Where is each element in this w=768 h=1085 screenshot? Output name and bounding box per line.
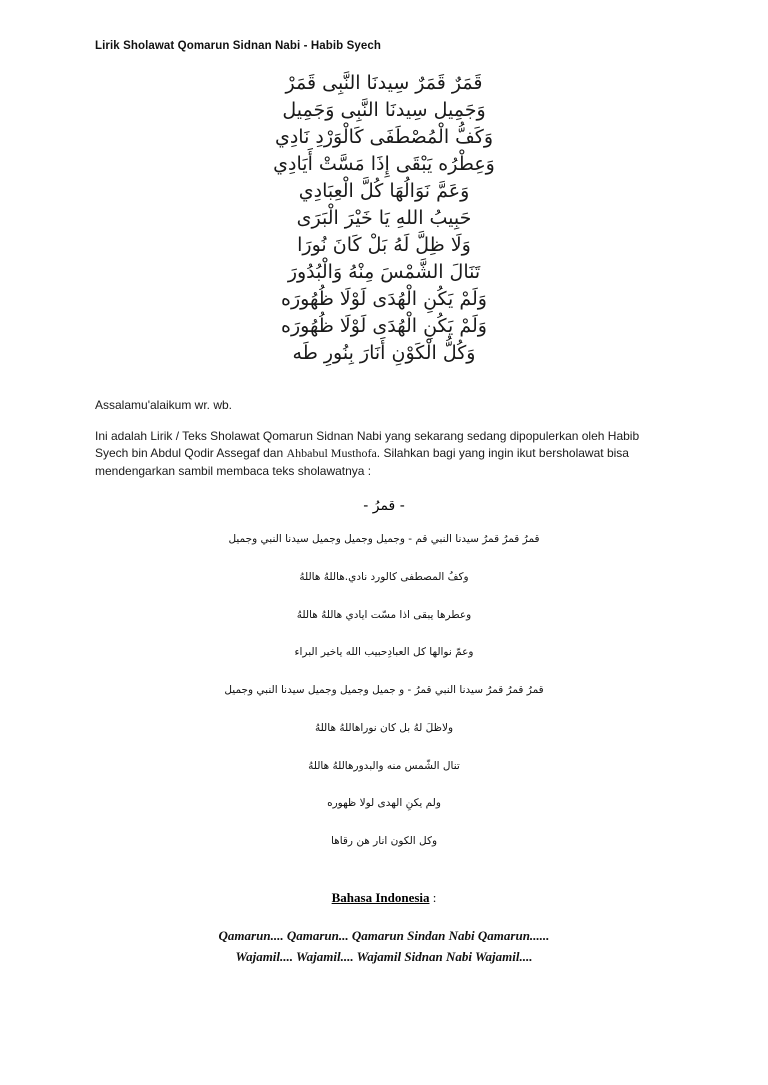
- arabic-lyric-line: قمرُ قمرُ قمرُ سيدنا النبي قمرُ - و جميل وجميل وجميل سيدنا النبي وجميل: [224, 684, 544, 697]
- arabic-lyric-line: وعطرها يبقى اذا مسّت ايادي هاللهُ هاللهُ: [296, 608, 472, 621]
- arabic-poem-line: وَلَا ظِلَّ لَهُ بَلْ كَانَ نُورَا: [297, 233, 471, 256]
- intro-emphasis: Ahbabul Musthofa: [286, 446, 377, 461]
- arabic-lyric-line: قمرُ قمرُ قمرُ سيدنا النبي قم - وجميل وجميل وجميل سيدنا النبي وجميل: [228, 533, 540, 546]
- section-heading: [95, 890, 673, 906]
- section-heading-label: Bahasa Indonesia: [331, 889, 430, 905]
- arabic-lyric-line: وعمّ نوالها كل العبادِحبيب الله ياخير البراء: [294, 646, 474, 659]
- translation-block: [95, 926, 673, 968]
- arabic-poem-line: تَنَالَ الشَّمْسَ مِنْهُ وَالْبُدُورَ: [287, 260, 481, 283]
- arabic-lyric-line: وكفُ المصطفى كالورد نادي.هاللهُ هاللهُ: [299, 570, 469, 583]
- arabic-lyric-line: ولاظلَ لهُ بل كان نوراهاللهُ هاللهُ: [314, 721, 454, 734]
- arabic-lyric-line: وكل الكون انار هن رقاها: [330, 835, 438, 848]
- qamar-heading: - قمرُ -: [363, 498, 405, 515]
- arabic-poem-block: [95, 70, 673, 367]
- page-title: Lirik Sholawat Qomarun Sidnan Nabi - Habib Syech: [95, 40, 381, 52]
- arabic-poem-line: وَكَفُّ الْمُصْطَفَى كَالْوَرْدِ نَادِي: [274, 125, 494, 148]
- arabic-lyric-line: ولم يكنِ الهدى لولا ظهوره: [327, 797, 441, 810]
- arabic-poem-line: وَكُلُّ الْكَوْنِ أَنَارَ بِنُورِ طَه: [292, 341, 476, 364]
- arabic-poem-line: حَبِيبُ اللهِ يَا خَيْرَ الْبَرَى: [296, 206, 472, 229]
- arabic-lyric-line: تنال الشّمس منه والبدورهاللهُ هاللهُ: [308, 759, 460, 772]
- arabic-poem-line: قَمَرٌ قَمَرٌ سِيدنَا النَّبِى قَمَرْ: [285, 72, 483, 94]
- arabic-poem-line: وَعَمَّ نَوَالُهَا كُلَّ الْعِبَادِي: [298, 179, 470, 202]
- arabic-poem-line: وَعِطْرُه يَبْقَى إِذَا مَسَّتْ أَيَادِي: [273, 152, 495, 175]
- arabic-poem-line: وَجَمِيل سِيدنَا النَّبِى وَجَمِيل: [282, 98, 486, 121]
- translation-line: Wajamil.... Wajamil.... Wajamil Sidnan Nabi Wajamil....: [235, 948, 533, 964]
- section-heading-suffix: :: [429, 889, 437, 905]
- greeting-text: Assalamu'alaikum wr. wb.: [95, 397, 233, 412]
- intro-text-part2: . Silahkan bagi yang ingin ikut bersholawat bisa mendengarkan sambil membaca teks sholawatnya :: [95, 446, 629, 478]
- arabic-poem-line: وَلَمْ يَكُنِ الْهُدَى لَوْلَا ظُهُورَه: [281, 287, 487, 310]
- translation-line: Qamarun.... Qamarun... Qamarun Sindan Nabi Qamarun......: [218, 927, 550, 943]
- intro-paragraph: [95, 428, 673, 480]
- arabic-poem-line: وَلَمْ يَكُنِ الْهُدَى لَوْلَا ظُهُورَه: [281, 314, 487, 337]
- intro-text-part1: Ini adalah Lirik / Teks Sholawat Qomarun Sidnan Nabi yang sekarang sedang dipopulerkan oleh Habib Syech bin Abdul Qodir Assegaf dan: [95, 429, 640, 461]
